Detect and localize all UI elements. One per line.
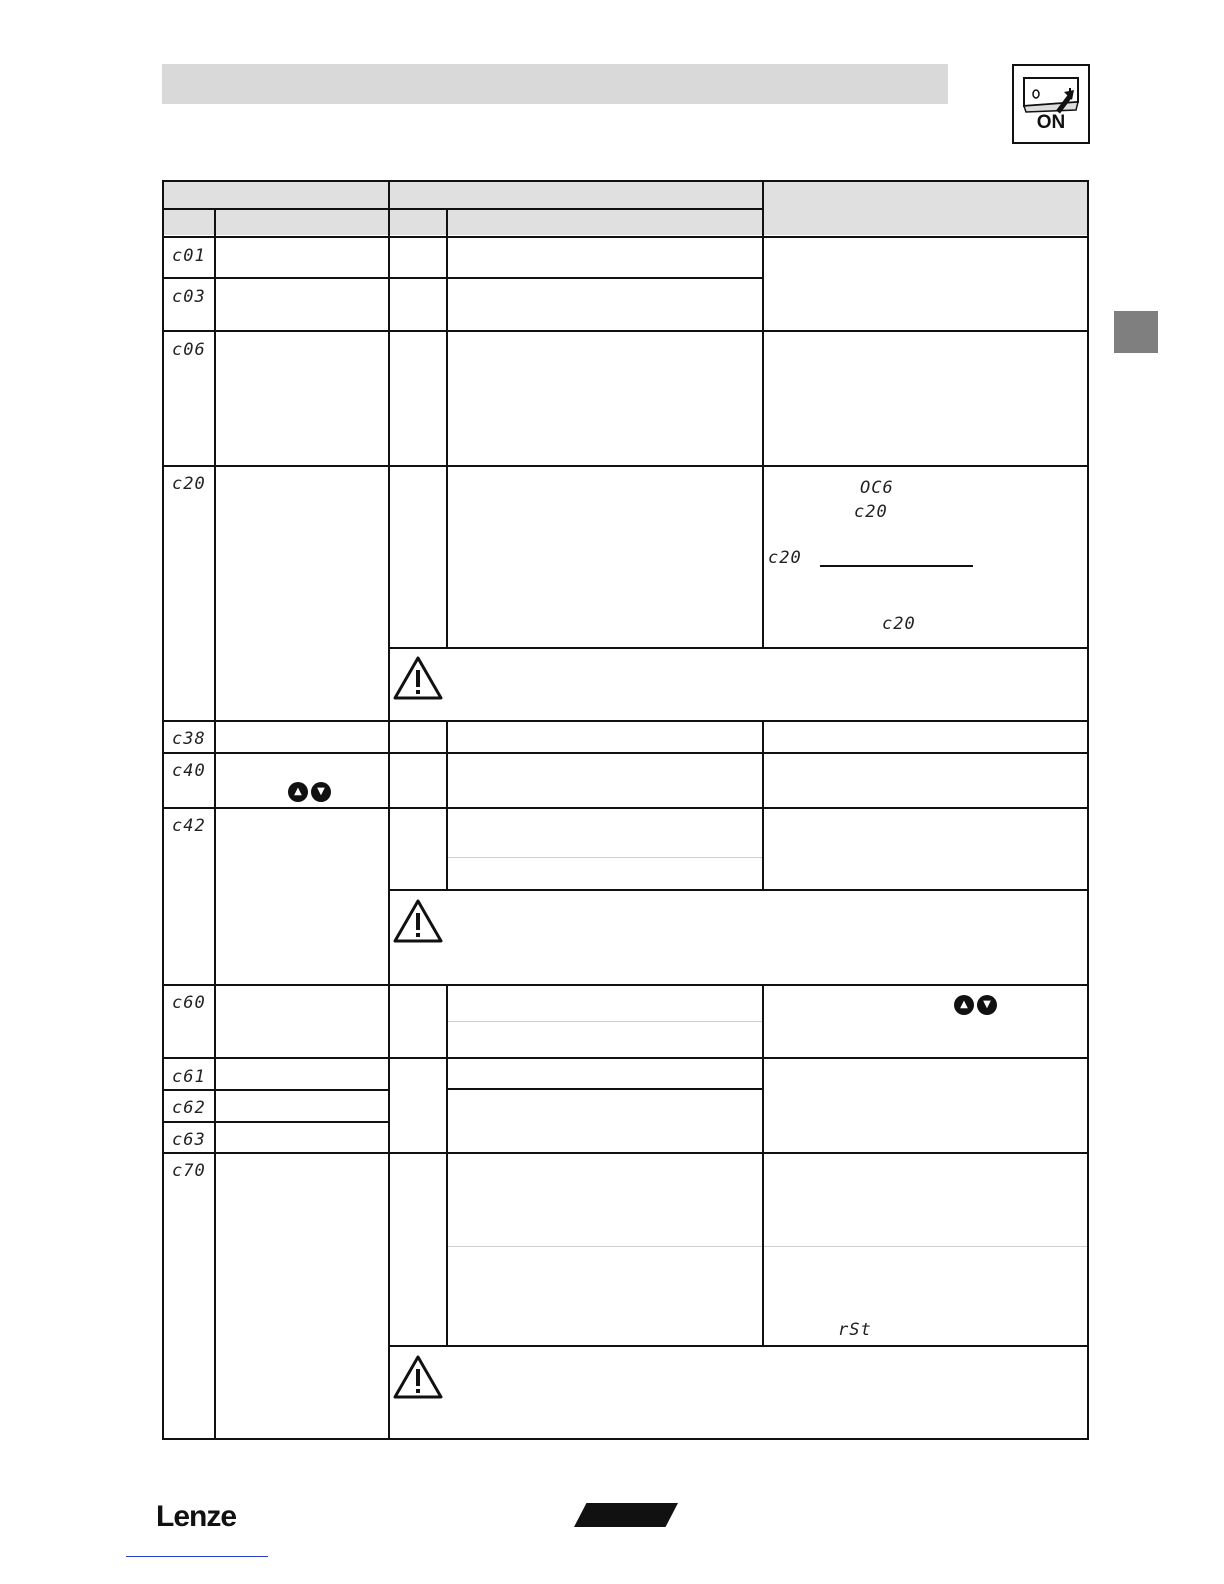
parameter-code: c38 <box>172 729 206 749</box>
display-code: c20 <box>768 548 802 568</box>
logo-link-underline <box>126 1556 268 1557</box>
footer-mark <box>574 1503 678 1527</box>
chapter-tab <box>1114 311 1158 353</box>
parameter-code: c62 <box>172 1098 206 1118</box>
display-code: rSt <box>838 1320 872 1340</box>
parameter-code: c60 <box>172 993 206 1013</box>
display-code: c20 <box>854 502 888 522</box>
arrow-keys <box>288 782 331 802</box>
down-arrow-key-icon: ▼ <box>977 995 997 1015</box>
parameter-code: c06 <box>172 340 206 360</box>
up-arrow-key-icon: ▲ <box>954 995 974 1015</box>
parameter-code: c61 <box>172 1067 206 1087</box>
parameter-code: c63 <box>172 1130 206 1150</box>
parameter-code: c70 <box>172 1161 206 1181</box>
warning-triangle-icon <box>392 898 444 944</box>
display-code: OC6 <box>860 478 894 498</box>
parameter-code: c01 <box>172 246 206 266</box>
formula-fraction-line <box>820 565 973 567</box>
up-arrow-key-icon: ▲ <box>288 782 308 802</box>
parameter-code: c20 <box>172 474 206 494</box>
parameter-code: c03 <box>172 287 206 307</box>
parameter-code: c42 <box>172 816 206 836</box>
warning-triangle-icon <box>392 655 444 701</box>
section-header-bar <box>162 64 948 104</box>
arrow-keys <box>954 995 997 1015</box>
lenze-logo: Lenze <box>156 1500 237 1533</box>
warning-triangle-icon <box>392 1354 444 1400</box>
parameter-table <box>162 180 1089 1440</box>
down-arrow-key-icon: ▼ <box>311 782 331 802</box>
power-on-label: ON <box>1036 112 1066 133</box>
parameter-code: c40 <box>172 761 206 781</box>
display-code: c20 <box>882 614 916 634</box>
